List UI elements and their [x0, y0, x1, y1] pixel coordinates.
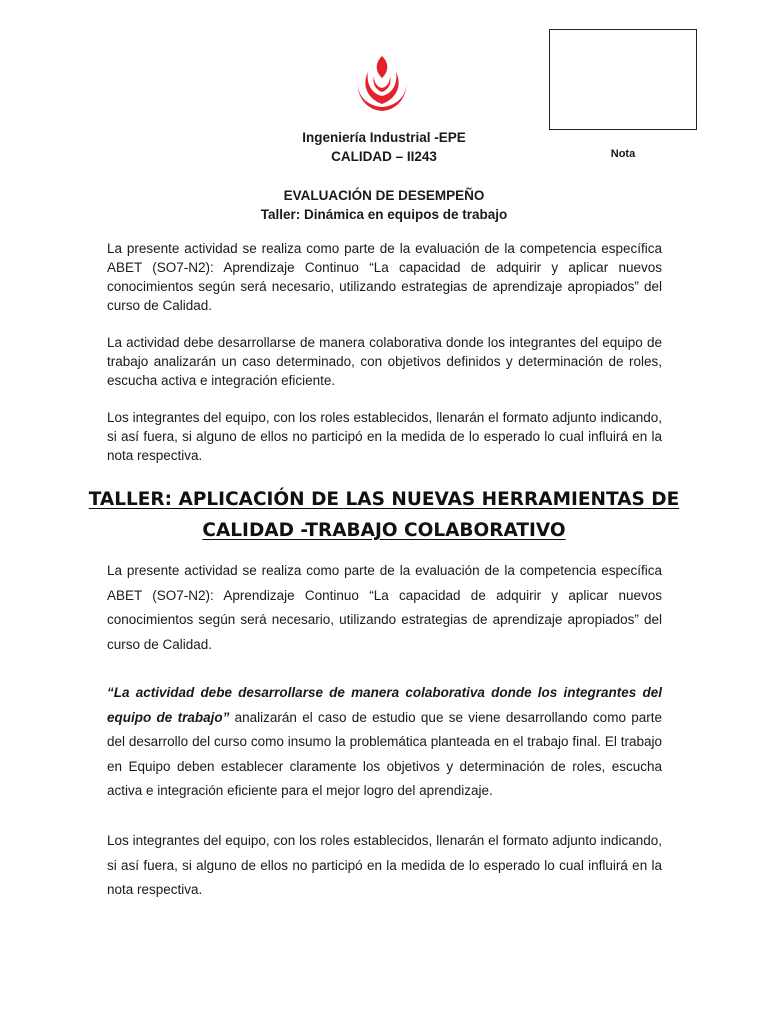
taller-paragraph-2-text: analizarán el caso de estudio que se viene desarrollando como parte del desarrollo del curso como insumo la problemática planteada en el trabajo final. El trabajo en Equipo deben establecer claramente los objetivos y determinación de roles, escucha activa e integración eficiente para el mejor logro del aprendizaje. — [107, 709, 663, 798]
grade-box — [549, 29, 697, 130]
taller-paragraph-3: Los integrantes del equipo, con los roles establecidos, llenarán el formato adjunto indicando, si así fuera, si alguno de ellos no participó en la medida de lo esperado lo cual influirá en la nota respectiva. — [107, 833, 662, 897]
university-logo-icon — [354, 54, 410, 112]
intro-paragraph-3: Los integrantes del equipo, con los roles establecidos, llenarán el formato adjunto indicando, si así fuera, si alguno de ellos no participó en la medida de lo esperado lo cual influirá en la nota respectiva. — [107, 410, 662, 463]
evaluation-title: EVALUACIÓN DE DESEMPEÑO — [283, 188, 485, 203]
program-title: Ingeniería Industrial -EPE — [302, 130, 466, 145]
taller-paragraph-1: La presente actividad se realiza como parte de la evaluación de la competencia específica ABET (SO7-N2): Aprendizaje Continuo “La capacidad de adquirir y aplicar nuevos conocimientos según será necesario, utilizando estrategias de aprendizaje apropiados” del curso de Calidad. — [107, 563, 662, 652]
taller-paragraph-2-emphasis: “La actividad debe desarrollarse de manera colaborativa donde los integrantes del equipo de trabajo” — [107, 685, 662, 725]
evaluation-subtitle: Taller: Dinámica en equipos de trabajo — [260, 207, 508, 222]
taller-paragraph-2 — [107, 681, 662, 804]
course-title: CALIDAD – II243 — [331, 149, 437, 164]
taller-heading — [80, 484, 688, 546]
taller-heading-line-1: TALLER: APLICACIÓN DE LAS NUEVAS HERRAMIENTAS DE — [88, 489, 680, 510]
grade-label: Nota — [610, 148, 636, 160]
intro-paragraph-2: La actividad debe desarrollarse de manera colaborativa donde los integrantes del equipo de trabajo analizarán un caso determinado, con objetivos definidos y determinación de roles, escucha activa e integración eficiente. — [107, 335, 662, 388]
intro-paragraph-1: La presente actividad se realiza como parte de la evaluación de la competencia específica ABET (SO7-N2): Aprendizaje Continuo “La capacidad de adquirir y aplicar nuevos conocimientos según será necesario, utilizando estrategias de aprendizaje apropiados” del curso de Calidad. — [107, 241, 662, 313]
taller-heading-line-2: CALIDAD -TRABAJO COLABORATIVO — [202, 520, 566, 541]
